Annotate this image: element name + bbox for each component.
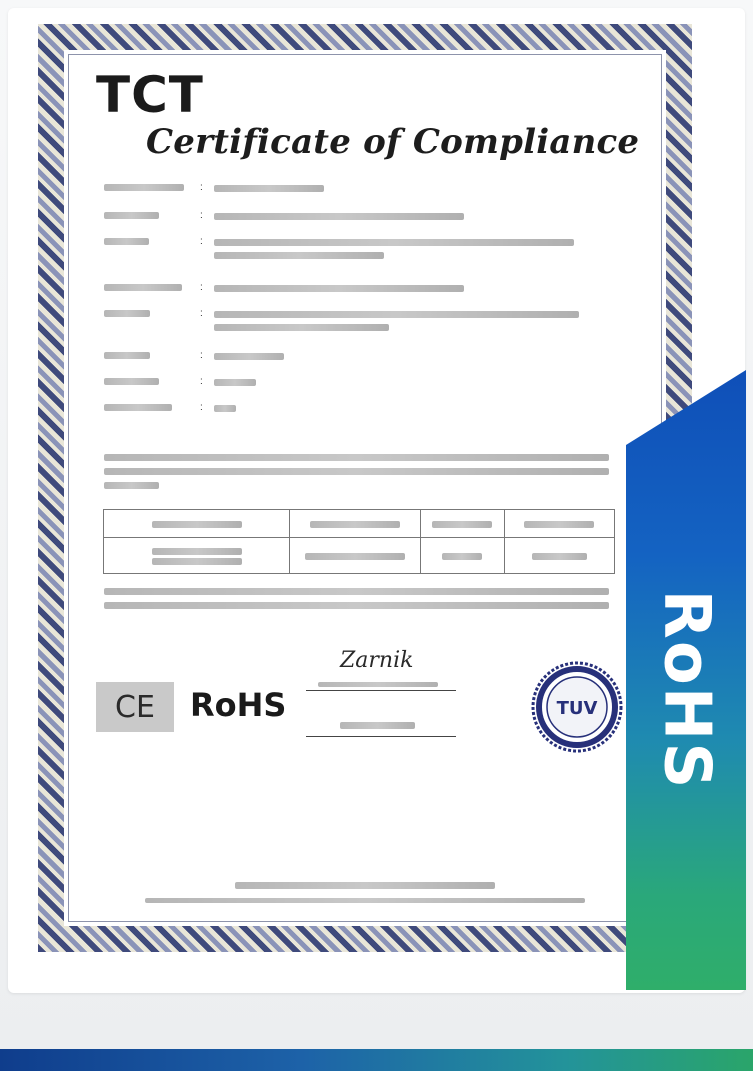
field-row: : [104, 308, 604, 350]
field-row: : [104, 350, 604, 376]
rohs-mark: RoHS [190, 686, 287, 724]
field-label [104, 182, 200, 193]
standards-table [103, 509, 615, 574]
table-row [104, 538, 615, 574]
signature: Zarnik [340, 648, 414, 673]
field-row: : [104, 282, 604, 308]
signature-line [306, 690, 456, 691]
field-value [214, 182, 604, 195]
bottom-bar [0, 1049, 753, 1071]
footer-organization [0, 880, 730, 890]
field-row: : [104, 210, 604, 236]
date-line [306, 736, 456, 737]
compliance-statement [104, 450, 614, 492]
footer-address [0, 896, 730, 905]
rohs-ribbon-label-wrap [626, 560, 746, 820]
signature-caption [318, 680, 438, 689]
field-row: : [104, 182, 604, 210]
field-row: : [104, 236, 604, 282]
seal-label: TUV [556, 698, 598, 719]
date-text [340, 720, 415, 730]
table-row [104, 510, 615, 538]
certificate-fields [104, 182, 604, 428]
tuv-seal-icon [530, 660, 624, 754]
footnote [104, 584, 614, 612]
tct-logo: TCT [96, 66, 204, 124]
certificate-title: Certificate of Compliance [146, 122, 640, 162]
rohs-ribbon-label: RoHS [649, 589, 723, 791]
ce-mark-icon: CE [96, 682, 174, 732]
field-row: : [104, 402, 604, 428]
field-row: : [104, 376, 604, 402]
